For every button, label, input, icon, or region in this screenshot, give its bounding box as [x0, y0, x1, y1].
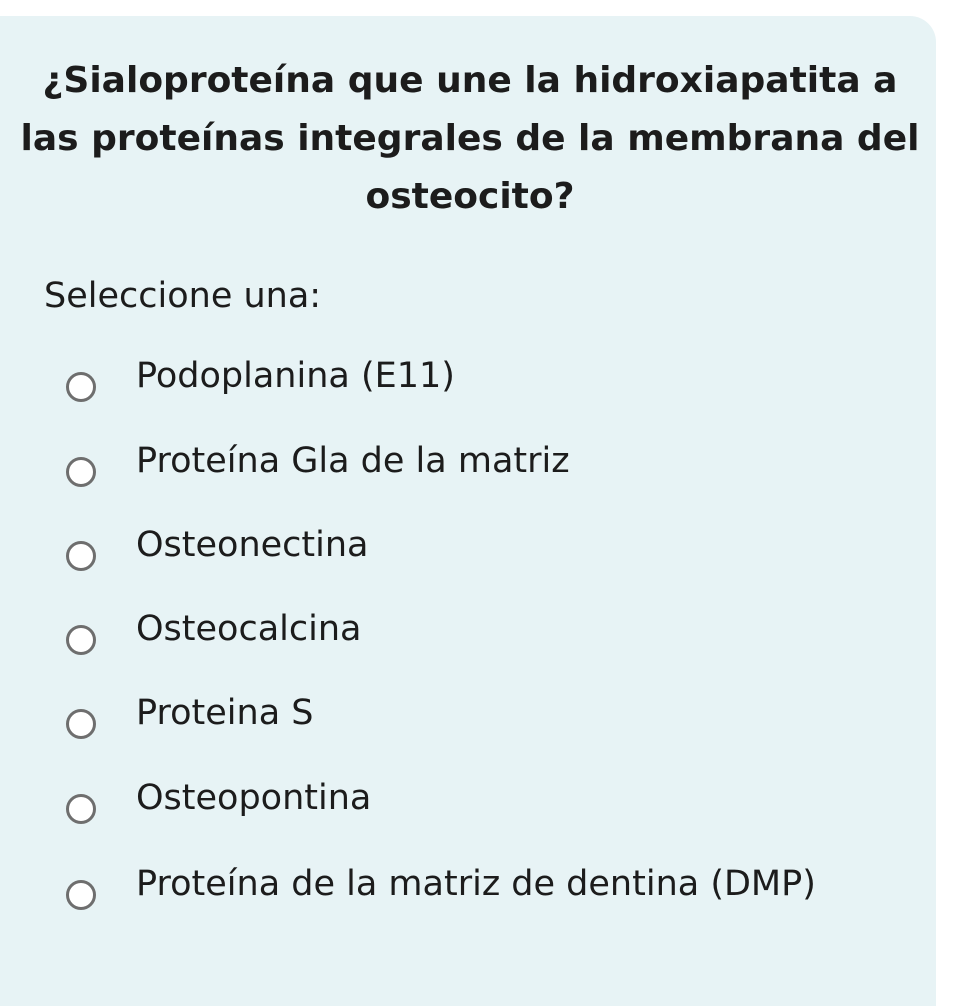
select-prompt: Seleccione una: — [44, 276, 322, 316]
radio-button-4[interactable] — [66, 625, 96, 655]
answer-option-label-4[interactable]: Osteocalcina — [136, 609, 362, 649]
answer-option-label-1[interactable]: Podoplanina (E11) — [136, 356, 455, 396]
answer-option-label-5[interactable]: Proteina S — [136, 693, 314, 733]
answer-option-label-3[interactable]: Osteonectina — [136, 525, 369, 565]
radio-button-6[interactable] — [66, 794, 96, 824]
answer-option-label-2[interactable]: Proteína Gla de la matriz — [136, 441, 570, 481]
answer-option-label-7[interactable]: Proteína de la matriz de dentina (DMP) — [136, 864, 816, 904]
radio-button-3[interactable] — [66, 541, 96, 571]
radio-button-2[interactable] — [66, 457, 96, 487]
question-text: ¿Sialoproteína que une la hidroxiapatita a las proteínas integrales de la membrana del osteocito? — [20, 60, 920, 217]
radio-button-7[interactable] — [66, 880, 96, 910]
answer-option-label-6[interactable]: Osteopontina — [136, 778, 372, 818]
radio-button-1[interactable] — [66, 372, 96, 402]
radio-button-5[interactable] — [66, 709, 96, 739]
